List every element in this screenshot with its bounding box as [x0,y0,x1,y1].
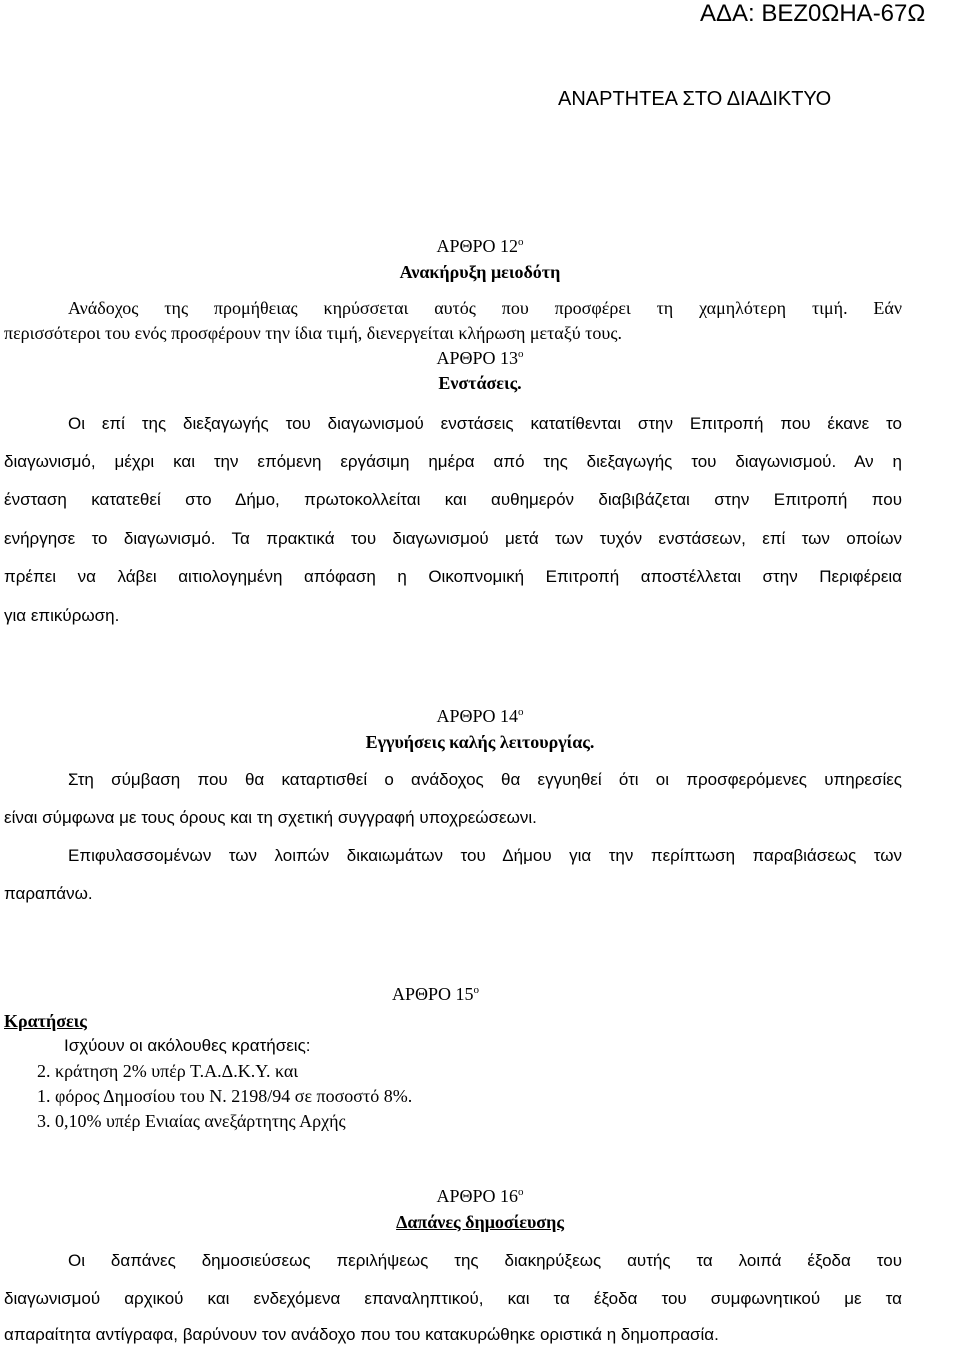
article-15-line: 1. φόρος Δημοσίου του Ν. 2198/94 σε ποσοστό 8%. [37,1086,413,1106]
article-13-line: ενήργησε το διαγωνισμό. Τα πρακτικά του διαγωνισμού μετά των τυχόν ενστάσεων, επί των οποίων [4,529,902,548]
article-14-line: παραπάνω. [4,884,93,903]
article-13-line: διαγωνισμό, μέχρι και την επόμενη εργάσιμη ημέρα από της διεξαγωγής του διαγωνισμού. Αν η [4,452,902,471]
article-16-line: διαγωνισμού αρχικού και ενδεχόμενα επαναληπτικού, και τα έξοδα του συμφωνητικού με τα [4,1289,902,1308]
article-14-heading: ΑΡΘΡΟ $14^o$ [436,706,524,726]
article-15-title: Κρατήσεις [4,1011,87,1031]
posting-note: ΑΝΑΡΤΗΤΕΑ ΣΤΟ ΔΙΑΔΙΚΤΥΟ [558,88,832,110]
article-14-line: Επιφυλασσομένων των λοιπών δικαιωμάτων του Δήμου για την περίπτωση παραβιάσεως των [68,846,902,865]
article-13-heading: ΑΡΘΡΟ $13^o$ [436,348,524,368]
article-16-line: απαραίτητα αντίγραφα, βαρύνουν τον ανάδοχο που του κατακυρώθηκε οριστικά η δημοπρασία. [4,1325,719,1344]
article-16-title: Δαπάνες δημοσίευσης [396,1212,564,1232]
article-15-line: Ισχύουν οι ακόλουθες κρατήσεις: [64,1036,311,1055]
article-12-heading: ΑΡΘΡΟ $12^o$ [436,236,524,256]
article-16-line: Οι δαπάνες δημοσιεύσεως περιλήψεως της διακηρύξεως αυτής τα λοιπά έξοδα του [68,1251,902,1270]
article-13-line: ένσταση κατατεθεί στο Δήμο, πρωτοκολλείται και αυθημερόν διαβιβάζεται στην Επιτροπή που [4,490,902,509]
article-16-heading: ΑΡΘΡΟ $16^o$ [436,1186,524,1206]
article-13-line: Οι επί της διεξαγωγής του διαγωνισμού ενστάσεις κατατίθενται στην Επιτροπή που έκανε το [68,414,902,433]
article-12-line: περισσότεροι του ενός προσφέρουν την ίδια τιμή, διενεργείται κλήρωση μεταξύ τους. [4,323,622,343]
article-14-line: Στη σύμβαση που θα καταρτισθεί ο ανάδοχος θα εγγυηθεί ότι οι προσφερόμενες υπηρεσίες [68,770,902,789]
article-15-line: 3. 0,10% υπέρ Ενιαίας ανεξάρτητης Αρχής [37,1111,346,1131]
article-14-line: είναι σύμφωνα με τους όρους και τη σχετική συγγραφή υποχρεώσεωνι. [4,808,537,827]
article-14-title: Εγγυήσεις καλής λειτουργίας. [365,732,595,752]
article-15-line: 2. κράτηση 2% υπέρ Τ.Α.Δ.Κ.Υ. και [37,1061,299,1081]
article-15-heading: ΑΡΘΡΟ $15^o$ [392,984,480,1004]
article-13-line: για επικύρωση. [4,606,120,625]
article-13-title: Ενστάσεις. [438,373,522,393]
article-12-title: Ανακήρυξη μειοδότη [399,262,561,282]
ada-code: ΑΔΑ: ΒΕΖ0ΩΗΑ-67Ω [700,0,926,27]
article-13-line: πρέπει να λάβει αιτιολογημένη απόφαση η Οικοπνομική Επιτροπή αποστέλλεται στην Περιφέρεια [4,567,902,586]
article-12-line: Ανάδοχος της προμήθειας κηρύσσεται αυτός που προσφέρει τη χαμηλότερη τιμή. Εάν [68,298,902,318]
